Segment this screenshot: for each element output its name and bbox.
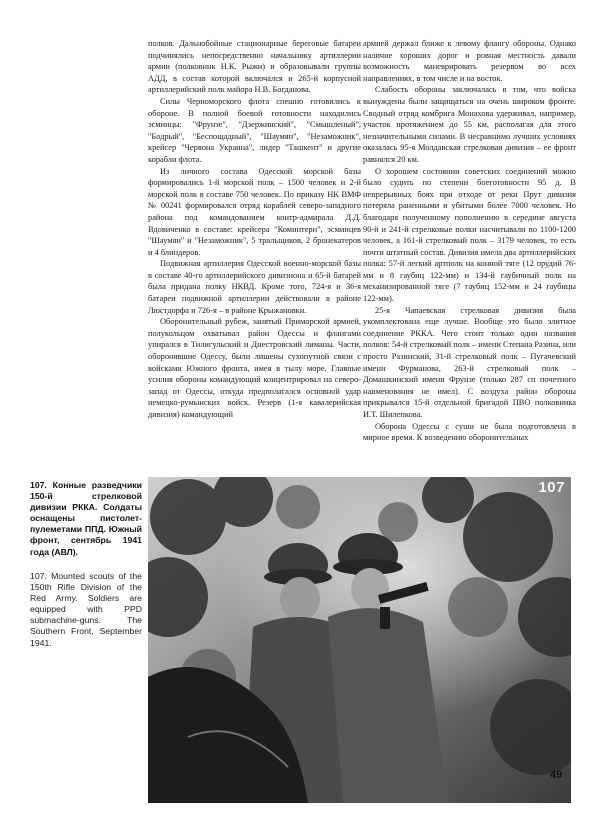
photo-caption-russian: 107. Конные разведчики 150-й стрелковой дивизии РККА. Солдаты оснащены пистолет-пулеметами ППД. Южный фронт, сентябрь 1941 года (АВЛ). [30,480,142,557]
paragraph: Подвижная артиллерия Одесской военно-морской базы в составе 40-го артиллерийского дивизиона и 65-й батарей была придана полку НКВД. Кроме того, 724-я и 36-я батареи подвижной артиллерии действовали в районе Люстдорфа и 726-я – в районе Крыжановки. [148,259,361,315]
photo-mounted-scouts [148,477,571,803]
photo-caption-english: 107. Mounted scouts of the 150th Rifle Division of the Red Army. Soldiers are equipped with PPD submachine-guns. The Southern Front, September 1941. [30,571,142,648]
paragraph: Силы Черноморского флота спешно готовились к обороне. В полной боевой готовности находились эсминцы: "Фрунзе", "Дзержинский", "Смышленый", "Бодрый", "Беспощадный", "Шаумян", "Незаможник", крейсер "Червона Украина", лидер "Ташкент" и другие корабли флота. [148,96,361,164]
paragraph: Слабость обороны заключалась в том, что войска вынуждены были защищаться на очень широком фронте. Сводный отряд комбрига Монахова удерживал, например, участок протяжением до 55 км, располагая для этого незначительными силами. В несравнимо лучших условиях оказалась 95-я Молдавская стрелковая дивизия – ее фронт равнялся 20 км. [363,85,576,164]
paragraph: армией держал ближе к левому флангу обороны. Однако наличие хороших дорог и ровная местность давали возможность маневрировать резервом во всех направлениях, в том числе и на восток. [363,39,576,83]
paragraph: Оборонительный рубеж, занятый Приморской армией, полукольцом охватывал район Одессы и флангами упирался в Тилигульский и Днестровский лиманы. Части, оборонявшие Одессу, были лишены сухопутной связи с войсками Южного фронта, имея в тылу море. Главные усилия обороны командующий концентрировал на северо-запад от Одессы, откуда предполагался основной удар немецко-румынских войск. Резерв (1-я кавалерийская дивизия) командующий [148,317,361,419]
page-number: 49 [550,769,563,781]
text-column-right [363,38,576,444]
text-column-left [148,38,361,421]
paragraph: полков. Дальнобойные стационарные береговые батареи подчинялись непосредственно начальнику артиллерии армии (полковник Н.К. Рыжи) и образовывали группы АДД, в состав которой включался и 265-й корпусной артиллерийский полк майора Н.В. Богданова. [148,39,361,95]
paragraph: О хорошем состоянии советских соединений можно было судить по степени боеготовности 95 д. В непрерывных боях при отходе от реки Прут дивизия потеряла раненными и убитыми более 7000 человек. Но благодаря полученному пополнению в середине августа 90-й и 241-й стрелковые полки насчитывали по 1100-1200 человек, а 161-й стрелковый полк – 3179 человек, то есть почти штатный состав. Дивизия имела два артиллерийских полка: 57-й легкий артполк на конной тяге (12 орудий 76-мм и 8 гаубиц 122-мм) и 134-й гаубичный полк на механизированной тяге (7 гаубиц 152-мм и 24 гаубицы 122-мм). [363,166,576,304]
photo-image [148,477,571,803]
paragraph: Из личного состава Одесской морской базы формировались 1-й морской полк – 1500 человек и 2-й морской полк в составе 750 человек. По приказу НК ВМФ № 00241 формировался отряд кораблей северо-западного района под командованием контр-адмирала Д.Д. Вдовиченко в составе: крейсера "Коминтерн", эсминцев "Шаумян" и "Незаможник", 5 тральщиков, 2 бронекатеров и 4 блиндеров. [148,166,361,257]
paragraph: Оборона Одессы с суши не была подготовлена в мирное время. К возведению оборонительных [363,421,576,443]
paragraph: 25-я Чапаевская стрелковая дивизия была укомплектована еще лучше. Вообще это было элитное соединение РККА. Чего стоит только один названия полков: 54-й стрелковый полк – имени Степана Разина, или просто Разинский, 31-й стрелковый полк – Пугачевский имени Фурманова, 263-й стрелковый полк – Домашкинский имени Фрунзе (только 287 сп почетного наименования не имел). С воздуха район обороны прикрывался 15-й отдельной бригадой ПВО полковника И.Т. Шилепкова. [363,305,577,419]
photo-number: 107 [538,479,565,496]
